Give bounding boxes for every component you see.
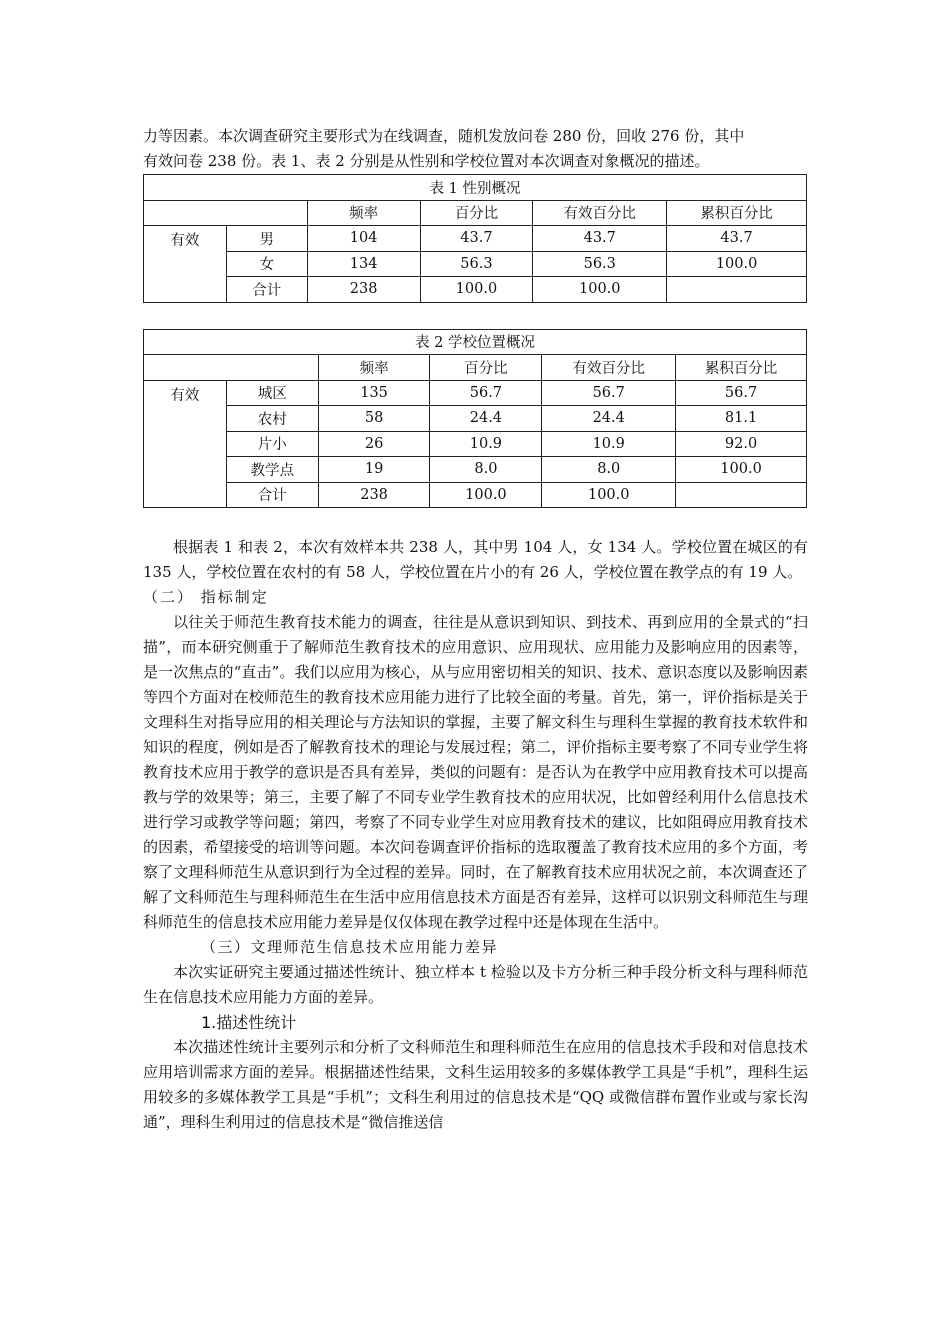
school-table-header: 累积百分比 — [676, 355, 807, 381]
gender-table-header: 累积百分比 — [667, 200, 807, 226]
gender-table — [143, 174, 807, 303]
gender-table-corner — [144, 200, 308, 226]
table-cell: 56.7 — [430, 380, 542, 406]
table-cell: 56.7 — [676, 380, 807, 406]
row-label: 农村 — [226, 406, 318, 432]
table-cell: 8.0 — [430, 457, 542, 483]
table-row — [144, 457, 807, 483]
document-page — [143, 124, 808, 1135]
gender-table-group-label: 有效 — [144, 226, 227, 303]
school-location-table — [143, 329, 807, 509]
table-cell: 135 — [318, 380, 430, 406]
table-cell: 100.0 — [430, 482, 542, 508]
table-cell: 10.9 — [430, 431, 542, 457]
row-label: 合计 — [226, 277, 307, 303]
indicators-paragraph: 以往关于师范生教育技术能力的调查，往往是从意识到知识、到技术、再到应用的全景式的“扫描”，而本研究侧重于了解师范生教育技术的应用意识、应用现状、应用能力及影响应用的因素等，是一次焦点的“直击”。我们以应用为核心，从与应用密切相关的知识、技术、意识态度以及影响因素等四个方面对在校师范生的教育技术应用能力进行了比较全面的考量。首先，第一，评价指标是关于文理科生对指导应用的相关理论与方法知识的掌握，主要了解文科生与理科生掌握的教育技术软件和知识的程度，例如是否了解教育技术的理论与发展过程；第二，评价指标主要考察了不同专业学生将教育技术应用于教学的意识是否具有差异，类似的问题有：是否认为在教学中应用教育技术可以提高教与学的效果等；第三，主要了解了不同专业学生教育技术的应用状况，比如曾经利用什么信息技术进行学习或教学等问题；第四，考察了不同专业学生对应用教育技术的建议，比如阻碍应用教育技术的因素，希望接受的培训等问题。本次问卷调查评价指标的选取覆盖了教育技术应用的多个方面，考察了文理科师范生从意识到行为全过程的差异。同时，在了解教育技术应用状况之前，本次调查还了解了文科师范生与理科师范生在生活中应用信息技术方面是否有差异，这样可以识别文科师范生与理科师范生的信息技术应用能力差异是仅仅体现在教学过程中还是体现在生活中。 — [143, 613, 808, 931]
school-table-corner — [144, 355, 319, 381]
row-label: 男 — [226, 226, 307, 252]
table-row — [144, 277, 807, 303]
row-label: 片小 — [226, 431, 318, 457]
table-row — [144, 380, 807, 406]
table-cell: 8.0 — [542, 457, 676, 483]
table-cell: 238 — [318, 482, 430, 508]
table-cell: 134 — [307, 251, 420, 277]
table-row — [144, 482, 807, 508]
table-cell: 43.7 — [533, 226, 667, 252]
table-cell: 43.7 — [667, 226, 807, 252]
table-cell: 100.0 — [533, 277, 667, 303]
table-cell: 100.0 — [676, 457, 807, 483]
intro-line-2: 有效问卷 238 份。表 1、表 2 分别是从性别和学校位置对本次调查对象概况的描述。 — [143, 152, 710, 170]
table-cell: 19 — [318, 457, 430, 483]
table-row — [144, 431, 807, 457]
table-cell: 10.9 — [542, 431, 676, 457]
row-label: 教学点 — [226, 457, 318, 483]
table-cell: 24.4 — [430, 406, 542, 432]
subsection-heading-descriptive-stats: 1.描述性统计 — [201, 1013, 297, 1032]
table-cell: 81.1 — [676, 406, 807, 432]
school-table-title: 表 2 学校位置概况 — [144, 329, 807, 355]
row-label: 城区 — [226, 380, 318, 406]
table-cell: 100.0 — [542, 482, 676, 508]
method-paragraph: 本次实证研究主要通过描述性统计、独立样本 t 检验以及卡方分析三种手段分析文科与理科师范生在信息技术应用能力方面的差异。 — [143, 963, 808, 1006]
table-cell: 104 — [307, 226, 420, 252]
table-cell: 58 — [318, 406, 430, 432]
gender-table-header: 有效百分比 — [533, 200, 667, 226]
table-row — [144, 406, 807, 432]
school-table-header: 百分比 — [430, 355, 542, 381]
school-table-group-label: 有效 — [144, 380, 227, 508]
table-cell: 100.0 — [667, 251, 807, 277]
school-table-header: 频率 — [318, 355, 430, 381]
section-heading-indicators: （二） 指标制定 — [143, 588, 269, 606]
gender-table-title: 表 1 性别概况 — [144, 175, 807, 201]
spacer — [143, 508, 808, 535]
section-heading-ability-difference: （三）文理师范生信息技术应用能力差异 — [201, 938, 499, 956]
table-cell: 43.7 — [420, 226, 533, 252]
intro-line-1: 力等因素。本次调查研究主要形式为在线调查，随机发放问卷 280 份，回收 276 份，其中 — [143, 127, 745, 145]
table-row — [144, 226, 807, 252]
row-label: 女 — [226, 251, 307, 277]
table-cell: 56.7 — [542, 380, 676, 406]
row-label: 合计 — [226, 482, 318, 508]
summary-paragraph: 根据表 1 和表 2，本次有效样本共 238 人，其中男 104 人，女 134 人。学校位置在城区的有 135 人，学校位置在农村的有 58 人，学校位置在片小的有 26 人，学校位置在教学点的有 19 人。 — [143, 538, 808, 581]
school-table-header: 有效百分比 — [542, 355, 676, 381]
table-row — [144, 251, 807, 277]
gender-table-header: 频率 — [307, 200, 420, 226]
table-cell — [676, 482, 807, 508]
table-cell: 56.3 — [420, 251, 533, 277]
table-cell: 92.0 — [676, 431, 807, 457]
descriptive-stats-paragraph: 本次描述性统计主要列示和分析了文科师范生和理科师范生在应用的信息技术手段和对信息技术应用培训需求方面的差异。根据描述性结果，文科生运用较多的多媒体教学工具是“手机”，理科生运用较多的多媒体教学工具是“手机”；文科生利用过的信息技术是“QQ 或微信群布置作业或与家长沟通”，理科生利用过的信息技术是“微信推送信 — [143, 1038, 808, 1131]
table-cell: 100.0 — [420, 277, 533, 303]
table-cell: 26 — [318, 431, 430, 457]
table-cell: 56.3 — [533, 251, 667, 277]
table-cell — [667, 277, 807, 303]
table-cell: 24.4 — [542, 406, 676, 432]
table-cell: 238 — [307, 277, 420, 303]
spacer — [143, 303, 808, 329]
gender-table-header: 百分比 — [420, 200, 533, 226]
